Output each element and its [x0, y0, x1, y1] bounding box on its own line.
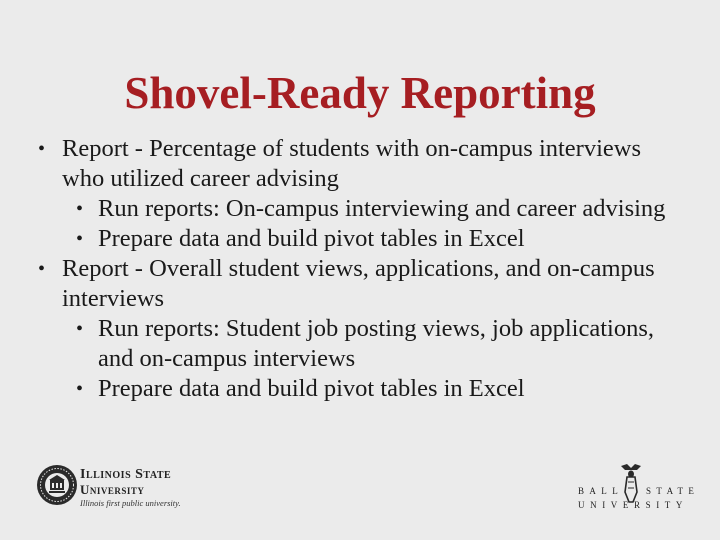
bullet-text: Run reports: On-campus interviewing and career advising — [98, 195, 666, 222]
sub-bullet-item — [36, 374, 676, 404]
bsu-name-state: STATE — [646, 486, 700, 496]
bullet-text: Prepare data and build pivot tables in Excel — [98, 225, 525, 252]
sub-bullet-item — [36, 314, 676, 374]
bullet-icon: • — [38, 258, 46, 280]
bullet-item — [36, 254, 676, 314]
bullet-text: Run reports: Student job posting views, job applications, and on-campus interviews — [98, 315, 654, 372]
bullet-icon: • — [76, 228, 84, 250]
bullet-text: Prepare data and build pivot tables in Excel — [98, 375, 525, 402]
bullet-text: Report - Percentage of students with on-campus interviews who utilized career advising — [62, 135, 642, 192]
isu-name-line2: University — [80, 482, 145, 497]
bsu-name-university: UNIVERSITY — [578, 500, 688, 510]
isu-name-line1: Illinois State — [80, 467, 172, 482]
bullet-icon: • — [76, 318, 84, 340]
bullet-text: Report - Overall student views, applications, and on-campus interviews — [62, 255, 655, 312]
slide-title: Shovel-Ready Reporting — [124, 68, 596, 118]
slide-content — [36, 134, 676, 404]
sub-bullet-item — [36, 224, 676, 254]
isu-logo — [36, 464, 216, 512]
isu-seal-icon — [36, 464, 78, 506]
bullet-icon: • — [76, 378, 84, 400]
bsu-logo — [576, 462, 700, 512]
isu-tagline: Illinois first public university. — [80, 498, 181, 508]
bullet-list — [36, 134, 676, 404]
bullet-icon: • — [38, 138, 46, 160]
sub-bullet-item — [36, 194, 676, 224]
beneficence-emblem-icon — [618, 462, 644, 504]
bsu-name-ball: BALL — [578, 486, 624, 496]
bullet-item — [36, 134, 676, 194]
bullet-icon: • — [76, 198, 84, 220]
